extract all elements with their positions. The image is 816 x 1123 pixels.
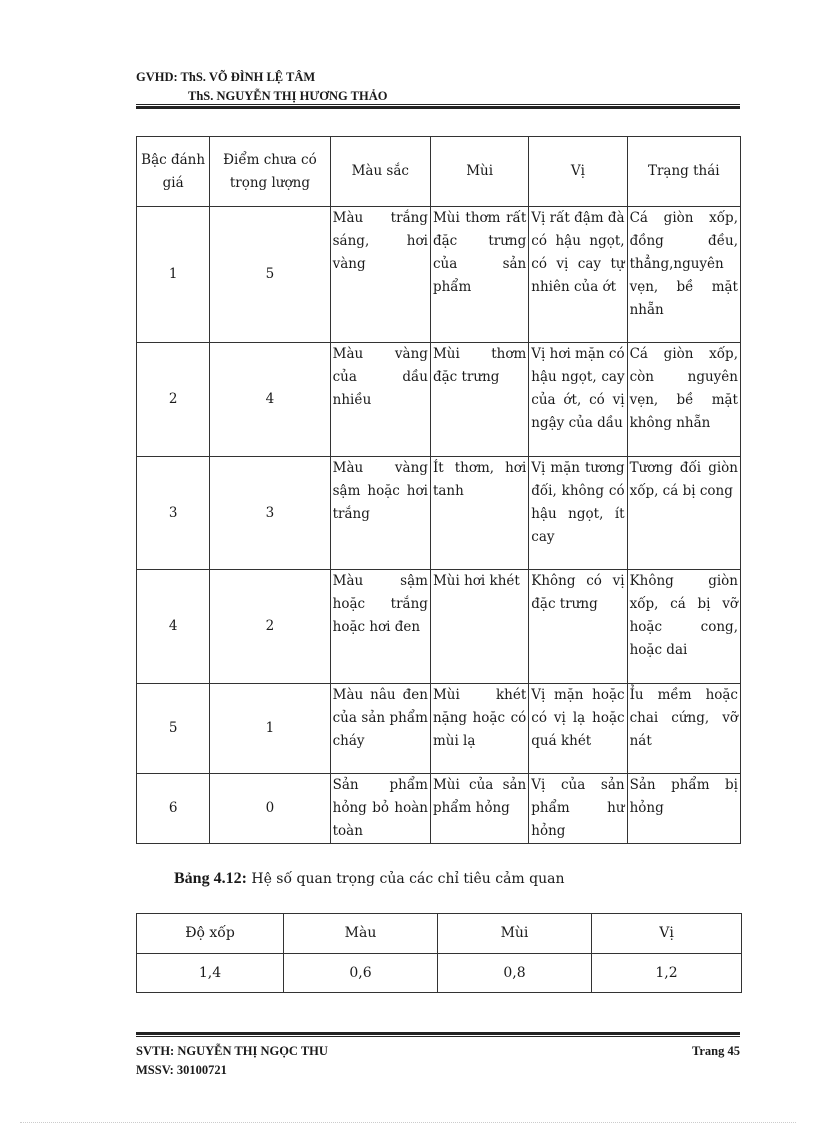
cell-color: Sản phẩm hỏng bỏ hoàn toàn [330, 774, 430, 844]
cell-color: Màu vàng của dầu nhiều [330, 343, 430, 457]
cell-level: 2 [137, 343, 210, 457]
cell-color: Màu sậm hoặc trắng hoặc hơi đen [330, 570, 430, 684]
cell-taste: Vị hơi mặn có hậu ngọt, cay của ớt, có vị ngậy của dầu [529, 343, 627, 457]
sensory-scoring-table [136, 136, 741, 844]
cell-state: Tương đối giòn xốp, cá bị cong [627, 457, 740, 570]
col-header-color: Màu sắc [330, 137, 430, 207]
cell-smell: Mùi khét nặng hoặc có mùi lạ [430, 684, 528, 774]
cell-level: 3 [137, 457, 210, 570]
page-footer [136, 1042, 740, 1080]
col-header-state: Trạng thái [627, 137, 740, 207]
cell-smell: Mùi của sản phẩm hỏng [430, 774, 528, 844]
table-header-row [137, 137, 741, 207]
cell-smell: Ít thơm, hơi tanh [430, 457, 528, 570]
student-id: MSSV: 30100721 [136, 1063, 227, 1077]
cell-taste: Vị mặn tương đối, không có hậu ngọt, ít cay [529, 457, 627, 570]
value-taste: 1,2 [592, 954, 742, 993]
col-header-taste: Vị [592, 914, 742, 954]
value-color: 0,6 [284, 954, 438, 993]
cell-taste: Vị rất đậm đà có hậu ngọt, có vị cay tự nhiên của ớt [529, 207, 627, 343]
value-smell: 0,8 [438, 954, 592, 993]
cell-state: Sản phẩm bị hỏng [627, 774, 740, 844]
cell-smell: Mùi hơi khét [430, 570, 528, 684]
cell-color: Màu nâu đen của sản phẩm cháy [330, 684, 430, 774]
table-row [137, 954, 742, 993]
page-number: Trang 45 [691, 1044, 740, 1058]
caption-text: Hệ số quan trọng của các chỉ tiêu cảm quan [251, 871, 565, 887]
value-porosity: 1,4 [137, 954, 284, 993]
cell-color: Màu trắng sáng, hơi vàng [330, 207, 430, 343]
footer-rule-thin [136, 1036, 740, 1037]
caption-label: Bảng 4.12: [174, 870, 247, 887]
footer-rule-thick [136, 1032, 740, 1035]
cell-level: 1 [137, 207, 210, 343]
table-caption [174, 870, 565, 888]
cell-taste: Vị mặn hoặc có vị lạ hoặc quá khét [529, 684, 627, 774]
col-header-taste: Vị [529, 137, 627, 207]
cell-state: Ỉu mềm hoặc chai cứng, vỡ nát [627, 684, 740, 774]
cell-taste: Vị của sản phẩm hư hỏng [529, 774, 627, 844]
header-rule-thick [136, 106, 740, 109]
page-header [136, 68, 387, 106]
col-header-smell: Mùi [438, 914, 592, 954]
advisor-line-1: GVHD: ThS. VÕ ĐÌNH LỆ TÂM [136, 70, 316, 84]
col-header-level: Bậc đánh giá [137, 137, 210, 207]
col-header-smell: Mùi [430, 137, 528, 207]
cell-smell: Mùi thơm đặc trưng [430, 343, 528, 457]
cell-color: Màu vàng sậm hoặc hơi trắng [330, 457, 430, 570]
col-header-color: Màu [284, 914, 438, 954]
cell-state: Cá giòn xốp, còn nguyên vẹn, bề mặt không nhẵn [627, 343, 740, 457]
cell-taste: Không có vị đặc trưng [529, 570, 627, 684]
cell-state: Cá giòn xốp, đồng đều, thẳng,nguyên vẹn, bề mặt nhẵn [627, 207, 740, 343]
table-row [137, 684, 741, 774]
table-header-row [137, 914, 742, 954]
importance-coefficient-table [136, 913, 742, 993]
cell-score: 4 [210, 343, 330, 457]
cell-level: 4 [137, 570, 210, 684]
cell-score: 0 [210, 774, 330, 844]
cell-score: 5 [210, 207, 330, 343]
cell-level: 6 [137, 774, 210, 844]
col-header-porosity: Độ xốp [137, 914, 284, 954]
table-row [137, 570, 741, 684]
student-name: SVTH: NGUYỄN THỊ NGỌC THU [136, 1044, 328, 1058]
header-rule-thin [136, 104, 740, 105]
cell-score: 3 [210, 457, 330, 570]
table-row [137, 774, 741, 844]
cell-score: 1 [210, 684, 330, 774]
col-header-score: Điểm chưa có trọng lượng [210, 137, 330, 207]
table-row [137, 457, 741, 570]
cell-state: Không giòn xốp, cá bị vỡ hoặc cong, hoặc dai [627, 570, 740, 684]
table-row [137, 207, 741, 343]
cell-score: 2 [210, 570, 330, 684]
advisor-line-2: ThS. NGUYỄN THỊ HƯƠNG THẢO [188, 89, 388, 103]
table-row [137, 343, 741, 457]
cell-level: 5 [137, 684, 210, 774]
cell-smell: Mùi thơm rất đặc trưng của sản phẩm [430, 207, 528, 343]
